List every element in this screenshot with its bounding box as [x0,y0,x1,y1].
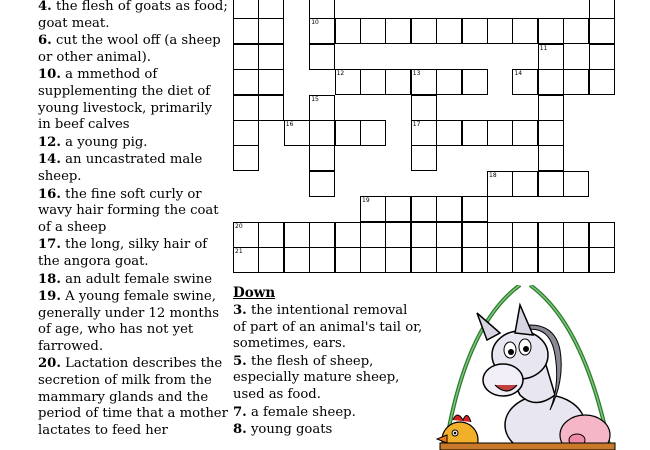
grid-cell[interactable] [487,171,513,197]
grid-cell[interactable] [233,95,259,121]
grid-cell[interactable] [284,247,310,273]
clue-number: 20. [38,356,61,372]
grid-cell[interactable] [385,18,411,44]
clue-number: 14. [38,152,61,168]
grid-cell[interactable] [233,18,259,44]
grid-cell[interactable] [462,120,488,146]
grid-cell[interactable] [309,120,335,146]
clue-text: A young female swine, generally under 12 months of age, who has not yet farrowed. [38,289,219,354]
grid-cell-number: 10 [311,19,319,27]
grid-cell[interactable] [436,196,462,222]
grid-cell-number: 19 [362,197,370,205]
clue-text: an adult female swine [60,271,213,287]
grid-cell[interactable] [411,69,437,95]
grid-cell-number: 18 [489,171,497,179]
across-clue [38,356,228,439]
grid-cell[interactable] [233,69,259,95]
grid-cell[interactable] [411,18,437,44]
across-clue [38,0,228,32]
grid-cell[interactable] [589,69,615,95]
across-clue [38,33,228,66]
clue-number: 10. [38,67,61,83]
grid-cell[interactable] [411,145,437,171]
down-clue [233,422,423,439]
grid-cell[interactable] [309,171,335,197]
grid-cell[interactable] [563,247,589,273]
grid-cell[interactable] [487,18,513,44]
clue-text: the intentional removal of part of an animal's tail or, sometimes, ears. [233,303,423,352]
grid-cell[interactable] [538,69,564,95]
grid-cell-number: 20 [235,222,243,230]
grid-cell[interactable] [512,222,538,248]
grid-cell[interactable] [258,247,284,273]
grid-cell[interactable] [538,18,564,44]
grid-cell[interactable] [462,18,488,44]
grid-cell[interactable] [589,44,615,70]
grid-cell[interactable] [436,69,462,95]
farm-animals-swing-icon [425,285,625,450]
grid-cell[interactable] [538,222,564,248]
grid-cell[interactable] [284,120,310,146]
grid-cell[interactable] [360,222,386,248]
grid-cell[interactable] [538,171,564,197]
clue-number: 16. [38,186,61,202]
down-clue [233,405,423,422]
clue-number: 8. [233,422,247,438]
clue-text: the flesh of goats as food; goat meat. [38,0,228,31]
grid-cell[interactable] [589,0,615,19]
grid-cell[interactable] [385,196,411,222]
down-clue [233,354,423,404]
grid-cell[interactable] [309,145,335,171]
grid-cell[interactable] [411,247,437,273]
grid-cell[interactable] [385,247,411,273]
grid-cell[interactable] [487,247,513,273]
across-clue [38,272,228,289]
grid-cell-number: 13 [412,70,421,78]
grid-cell[interactable] [436,18,462,44]
clue-number: 18. [38,271,61,287]
across-clue [38,67,228,133]
clue-number: 7. [233,404,247,420]
grid-cell-number: 17 [412,121,421,128]
grid-cell[interactable] [563,69,589,95]
across-clue [38,237,228,270]
grid-cell[interactable] [258,18,284,44]
grid-cell[interactable] [411,120,437,146]
grid-cell[interactable] [309,44,335,70]
grid-cell[interactable] [309,247,335,273]
clue-text: the long, silky hair of the angora goat. [38,237,208,269]
grid-cell[interactable] [436,120,462,146]
grid-cell[interactable] [411,196,437,222]
grid-cell-number: 14 [514,70,523,78]
grid-cell[interactable] [233,222,259,248]
clue-number: 19. [38,289,61,305]
grid-cell-number: 21 [235,248,243,255]
grid-cell[interactable] [512,69,538,95]
grid-cell[interactable] [436,247,462,273]
grid-cell[interactable] [512,120,538,146]
grid-cell[interactable] [284,222,310,248]
clue-number: 12. [38,134,61,150]
grid-cell[interactable] [462,69,488,95]
grid-cell[interactable] [335,247,361,273]
grid-cell[interactable] [462,222,488,248]
across-clue [38,152,228,185]
grid-cell[interactable] [512,18,538,44]
clue-number: 4. [38,0,52,14]
grid-cell[interactable] [360,247,386,273]
grid-cell[interactable] [563,18,589,44]
grid-cell[interactable] [233,145,259,171]
grid-cell[interactable] [360,69,386,95]
down-clue [233,303,423,353]
down-heading: Down [233,285,276,301]
grid-cell[interactable] [487,120,513,146]
grid-cell[interactable] [538,95,564,121]
across-clue [38,289,228,355]
grid-cell[interactable] [462,247,488,273]
clue-text: the flesh of sheep, especially mature sheep, used as food. [233,353,400,402]
grid-cell[interactable] [335,69,361,95]
grid-cell[interactable] [335,222,361,248]
grid-cell[interactable] [335,18,361,44]
grid-cell[interactable] [233,44,259,70]
grid-cell-number: 12 [336,70,345,78]
grid-cell[interactable] [538,120,564,146]
clue-text: the fine soft curly or wavy hair forming the coat of a sheep [38,186,219,235]
grid-cell[interactable] [233,0,259,19]
grid-cell[interactable] [512,171,538,197]
grid-cell[interactable] [538,145,564,171]
grid-cell[interactable] [309,222,335,248]
grid-cell-number: 11 [539,44,548,52]
grid-cell[interactable] [360,196,386,222]
clue-number: 3. [233,303,247,318]
grid-cell[interactable] [309,0,335,19]
clue-text: cut the wool off (a sheep or other animal). [38,33,221,65]
clue-text: an uncastrated male sheep. [38,152,203,184]
grid-cell[interactable] [462,196,488,222]
grid-cell-number: 16 [285,121,294,128]
grid-cell[interactable] [589,222,615,248]
grid-cell[interactable] [563,222,589,248]
grid-cell[interactable] [309,95,335,121]
across-clue [38,187,228,237]
down-clues-list [233,303,423,440]
grid-cell[interactable] [335,120,361,146]
grid-cell[interactable] [233,247,259,273]
grid-cell[interactable] [360,120,386,146]
grid-cell[interactable] [512,247,538,273]
grid-cell[interactable] [538,44,564,70]
grid-cell[interactable] [538,247,564,273]
clue-text: Lactation describes the secretion of milk from the mammary glands and the period of time that a mother lactates to feed her [38,356,228,438]
clue-number: 5. [233,353,247,369]
grid-cell[interactable] [436,222,462,248]
across-clue [38,135,228,152]
clue-text: a female sheep. [246,404,356,420]
grid-cell[interactable] [258,44,284,70]
grid-cell[interactable] [309,18,335,44]
grid-cell[interactable] [411,95,437,121]
grid-cell[interactable] [563,171,589,197]
grid-cell[interactable] [233,120,259,146]
clue-number: 17. [38,237,61,253]
grid-cell[interactable] [360,18,386,44]
grid-cell[interactable] [589,247,615,273]
grid-cell[interactable] [258,0,284,19]
grid-cell[interactable] [385,222,411,248]
grid-cell-number: 15 [311,95,319,103]
clue-text: a young pig. [60,134,148,150]
grid-cell[interactable] [258,69,284,95]
grid-cell[interactable] [258,95,284,121]
across-clues-list [38,0,228,440]
grid-cell[interactable] [385,69,411,95]
grid-cell[interactable] [487,222,513,248]
grid-cell[interactable] [411,222,437,248]
grid-cell[interactable] [589,18,615,44]
clue-text: a mmethod of supplementing the diet of young livestock, primarily in beef calves [38,67,212,133]
clue-number: 6. [38,33,52,49]
clue-text: young goats [246,422,333,438]
grid-cell[interactable] [258,222,284,248]
